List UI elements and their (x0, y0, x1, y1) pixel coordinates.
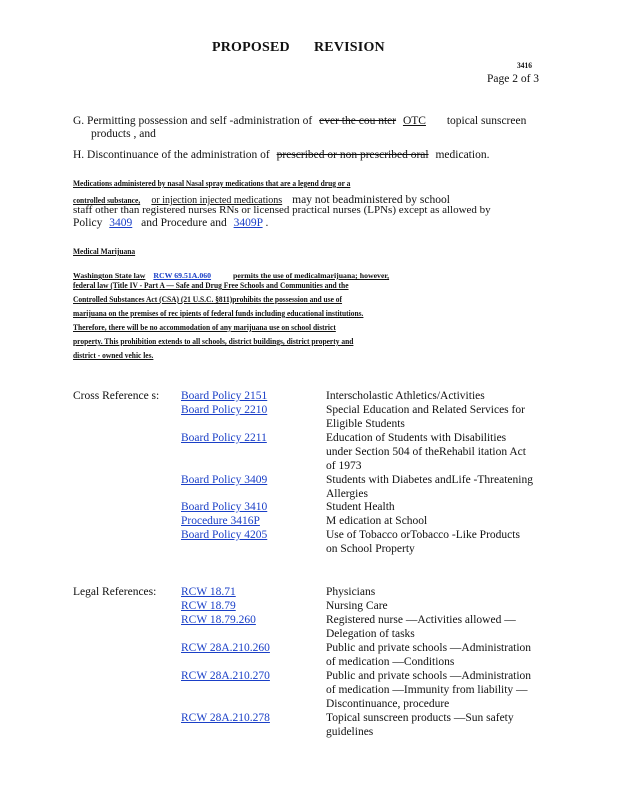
cross-references-description: Allergies (326, 488, 368, 500)
legal-references-link[interactable]: RCW 28A.210.270 (181, 670, 270, 682)
cross-references-link[interactable]: Board Policy 2151 (181, 390, 268, 402)
marijuana-line-1b: permits the use of medicalmarijuana; however, (233, 271, 390, 280)
item-g-prefix: G. Permitting possession and self -administration of (73, 115, 313, 127)
cross-references-link[interactable]: Board Policy 2210 (181, 404, 268, 416)
cross-references-description: Eligible Students (326, 418, 405, 430)
item-g-inserted: OTC (402, 115, 426, 127)
item-g (73, 114, 526, 128)
cross-references-link[interactable]: Board Policy 4205 (181, 529, 268, 541)
cross-references-description: of 1973 (326, 460, 362, 472)
rcw-69-51a-060-link[interactable]: RCW 69.51A.060 (153, 271, 212, 280)
item-g-line2: products , and (91, 128, 156, 140)
legal-references-link[interactable]: RCW 28A.210.260 (181, 642, 270, 654)
legal-references-link[interactable]: RCW 28A.210.278 (181, 712, 270, 724)
cross-references-description: M edication at School (326, 515, 428, 527)
legal-references-description: Public and private schools —Administration (326, 670, 532, 682)
marijuana-line-5: Therefore, there will be no accommodation of any marijuana use on school district (73, 322, 336, 332)
cross-references-link[interactable]: Board Policy 3410 (181, 501, 268, 513)
legal-references-description: Nursing Care (326, 600, 388, 612)
item-g-suffix: topical sunscreen (446, 115, 527, 127)
nasal-line-2c: may not beadministered by school (292, 194, 450, 206)
item-h-deleted: prescribed or non prescribed oral (276, 149, 429, 161)
cross-references-label: Cross Reference s: (73, 390, 160, 402)
legal-references-description: Delegation of tasks (326, 628, 415, 640)
cross-references-link[interactable]: Procedure 3416P (181, 515, 260, 527)
nasal-line-4 (73, 216, 268, 230)
cross-references-description: Education of Students with Disabilities (326, 432, 507, 444)
legal-references-label: Legal References: (73, 586, 157, 598)
legal-references-link[interactable]: RCW 18.79.260 (181, 614, 256, 626)
cross-references-description: Students with Diabetes andLife -Threatening (326, 474, 533, 486)
legal-references-link[interactable]: RCW 18.79 (181, 600, 236, 612)
item-g-deleted: ever the cou nter (319, 115, 397, 127)
title-revision: REVISION (314, 40, 385, 55)
nasal-line-3: staff other than registered nurses RNs or licensed practical nurses (LPNs) except as allowed by (73, 204, 491, 216)
marijuana-line-1a: Washington State law (73, 271, 146, 280)
legal-references-description: guidelines (326, 726, 374, 738)
cross-references-description: on School Property (326, 543, 415, 555)
legal-references-description: Registered nurse —Activities allowed — (326, 614, 516, 626)
nasal-line-1: Medications administered by nasal Nasal spray medications that are a legend drug or a (73, 178, 351, 188)
cross-references-description: Interscholastic Athletics/Activities (326, 390, 485, 402)
marijuana-line-7: district - owned vehic les. (73, 350, 154, 360)
item-h-suffix: medication. (435, 149, 490, 161)
marijuana-line-4: marijuana on the premises of rec ipients of federal funds including educational institutions. (73, 308, 364, 318)
policy-3409-link[interactable]: 3409 (109, 217, 133, 229)
legal-references-description: Discontinuance, procedure (326, 698, 450, 710)
legal-references-description: Physicians (326, 586, 376, 598)
marijuana-heading: Medical Marijuana (73, 246, 136, 256)
item-h-prefix: H. Discontinuance of the administration of (73, 149, 270, 161)
legal-references-link[interactable]: RCW 18.71 (181, 586, 236, 598)
legal-references-description: Public and private schools —Administration (326, 642, 532, 654)
marijuana-line-3: Controlled Substances Act (CSA) (21 U.S.C. §811)prohibits the possession and use of (73, 294, 343, 304)
legal-references-description: of medication —Conditions (326, 656, 455, 668)
cross-references-description: Use of Tobacco orTobacco -Like Products (326, 529, 520, 541)
cross-references-description: Student Health (326, 501, 395, 513)
nasal-line-4b: and Procedure and (141, 217, 227, 229)
marijuana-line-2: federal law (Title IV - Part A — Safe and Drug Free Schools and Communities and the (73, 280, 349, 290)
nasal-line-2b: or injection injected medications (151, 195, 283, 206)
cross-references-link[interactable]: Board Policy 2211 (181, 432, 267, 444)
nasal-line-4c: . (265, 217, 269, 229)
title-proposed: PROPOSED (212, 40, 290, 55)
marijuana-line-6: property. This prohibition extends to all schools, district buildings, district property and (73, 336, 354, 346)
procedure-3409p-link[interactable]: 3409P (233, 217, 263, 229)
cross-references-description: under Section 504 of theRehabil itation Act (326, 446, 526, 458)
cross-references-link[interactable]: Board Policy 3409 (181, 474, 268, 486)
nasal-line-4a: Policy (73, 217, 103, 229)
page-number: Page 2 of 3 (487, 73, 540, 85)
policy-number: 3416 (517, 60, 532, 70)
nasal-line-2a: controlled substance, (73, 195, 141, 205)
item-h (73, 148, 489, 162)
cross-references-description: Special Education and Related Services for (326, 404, 525, 416)
legal-references-description: of medication —Immunity from liability — (326, 684, 528, 696)
legal-references-description: Topical sunscreen products —Sun safety (326, 712, 514, 724)
